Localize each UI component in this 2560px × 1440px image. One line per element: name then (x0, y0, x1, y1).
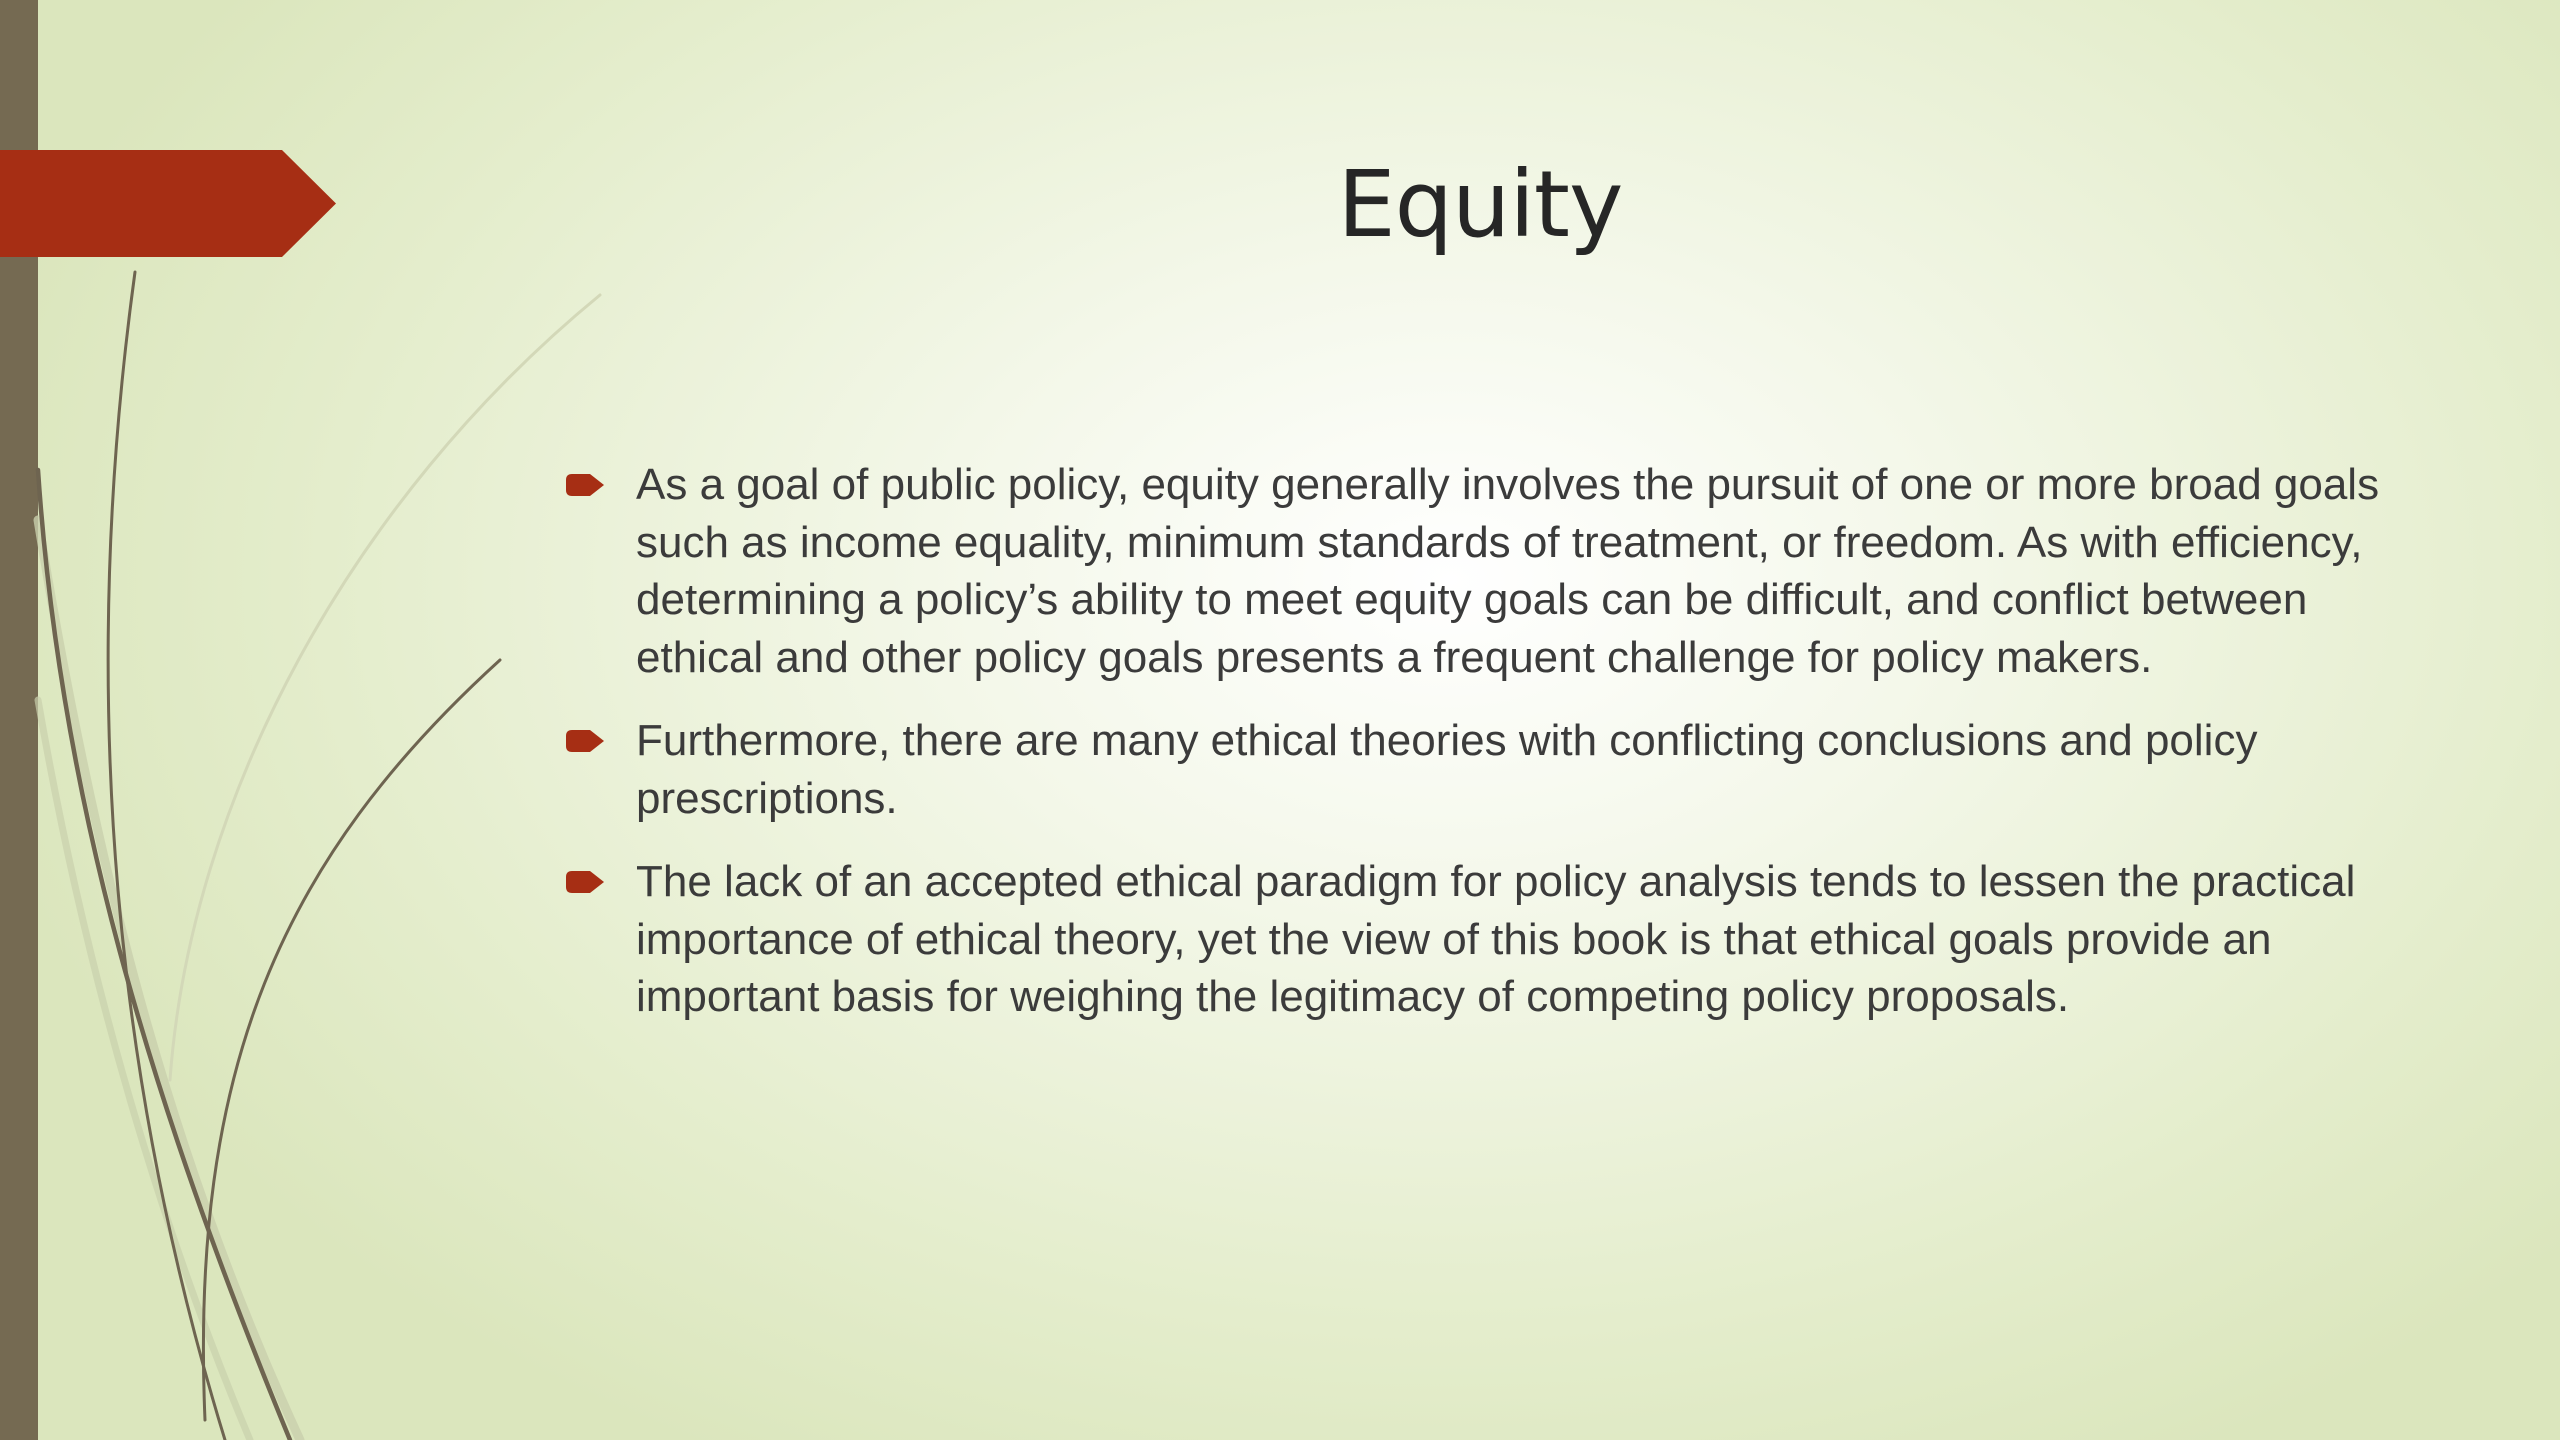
title-arrow-shape (0, 150, 336, 257)
bullet-text: Furthermore, there are many ethical theories with conflicting conclusions and policy prescriptions. (636, 716, 2258, 823)
bullet-arrow-icon (566, 730, 604, 752)
bullet-item (560, 712, 2420, 827)
bullet-arrow-icon (566, 871, 604, 893)
bullet-list (560, 456, 2420, 1052)
bullet-arrow-icon (566, 474, 604, 496)
bullet-item (560, 456, 2420, 686)
bullet-text: The lack of an accepted ethical paradigm for policy analysis tends to lessen the practical importance of ethical theory, yet the view of this book is that ethical goals provide an important basis for weighing the legitimacy of competing policy proposals. (636, 857, 2356, 1021)
bullet-text: As a goal of public policy, equity generally involves the pursuit of one or more broad goals such as income equality, minimum standards of treatment, or freedom. As with efficiency, determining a policy’s ability to meet equity goals can be difficult, and conflict between ethical and other policy goals presents a frequent challenge for policy makers. (636, 460, 2380, 682)
slide-title: Equity (1337, 151, 1623, 258)
bullet-item (560, 853, 2420, 1026)
